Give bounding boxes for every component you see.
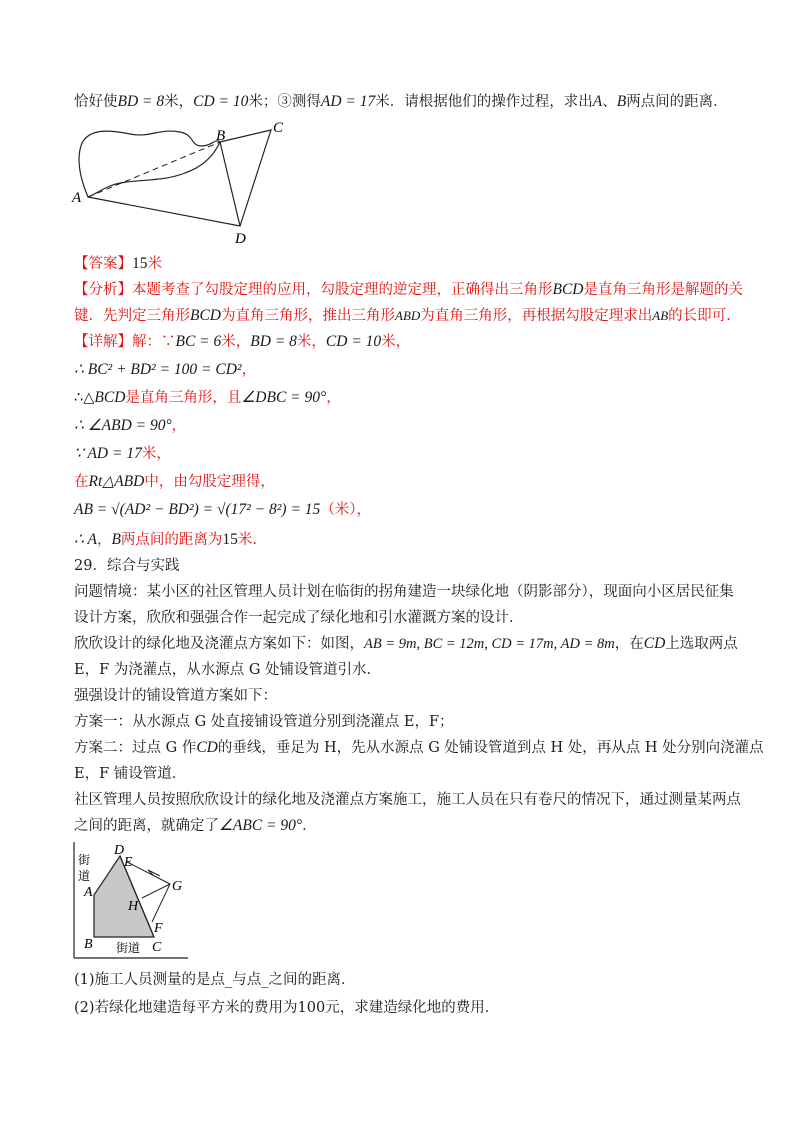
text: ∴△ (74, 390, 95, 406)
text: 米， (141, 446, 171, 462)
q29-para-9: 社区管理人员按照欣欣设计的绿化地及浇灌点方案施工，施工人员在只有卷尺的情况下，通过测量某两点 (74, 792, 741, 808)
q28-intro-line (74, 92, 728, 112)
river-outline (79, 131, 220, 197)
label-d: D (114, 843, 125, 858)
label-a: A (72, 190, 82, 206)
text: ， (96, 532, 112, 548)
math: BCD (552, 281, 584, 298)
line-ge (127, 862, 170, 884)
line-gh (142, 884, 170, 898)
detail-line-8 (74, 530, 257, 550)
q29-para-4: E，F 为浇灌点，从水源点 G 处铺设管道引水． (74, 662, 382, 678)
line-gf (152, 884, 170, 922)
text: 是直角三角形，且 (125, 390, 242, 406)
detail-line-5 (74, 444, 171, 464)
analysis-tag: 【分析】 (74, 282, 132, 298)
math-b: B (616, 93, 627, 110)
answer-line (74, 254, 162, 274)
math: Rt△ABD (88, 473, 145, 490)
math: CD (643, 635, 666, 652)
q29-figure (70, 840, 200, 960)
analysis-line-2 (74, 306, 731, 326)
text: ，在 (614, 636, 644, 652)
label-g: G (172, 879, 183, 894)
math: AB = √(AD² − BD²) = √(17² − 8²) = 15 (74, 501, 321, 518)
text: ． (302, 818, 317, 834)
math: BC = 6 (175, 333, 222, 350)
answer-unit: 米 (147, 256, 162, 272)
detail-tag: 【详解】 (74, 334, 132, 350)
text: 米；③测得 (248, 94, 321, 110)
text: 米， (221, 334, 251, 350)
math-bd: BD = 8 (117, 93, 165, 110)
text: 米， (381, 334, 411, 350)
math: BCD (190, 307, 221, 324)
q29-question-1: (1)施工人员测量的是点_与点_之间的距离． (74, 972, 356, 988)
analysis-line-1 (74, 280, 743, 300)
text: 两点间的距离为 (120, 532, 223, 548)
text: （米）， (320, 502, 372, 518)
text: 中，由勾股定理得， (144, 474, 275, 490)
text: 之间的距离，就确定了 (74, 818, 219, 834)
text: 在 (74, 474, 89, 490)
label-f: F (154, 921, 163, 936)
math: ∴ ∠ABD = 90° (74, 417, 172, 434)
street-label-h: 街道 (116, 941, 141, 955)
math: 15 (222, 531, 238, 548)
text: 本题考查了勾股定理的应用，勾股定理的逆定理，正确得出三角形 (132, 282, 553, 298)
detail-line-6 (74, 472, 275, 492)
q29-para-1: 问题情境：某小区的社区管理人员计划在临街的拐角建造一块绿化地（阴影部分），现面向小区居民征集 (74, 584, 734, 600)
text: 、 (602, 94, 617, 110)
detail-line-7 (74, 500, 371, 520)
math: AB (652, 308, 669, 323)
text: 键．先判定三角形 (74, 308, 190, 324)
q29-para-3 (74, 634, 738, 654)
text: ， (326, 390, 341, 406)
math-a: A (592, 93, 603, 110)
text: 米， (164, 94, 194, 110)
triangle-lines (88, 130, 271, 226)
math: BD = 8 (250, 333, 297, 350)
math: ∠DBC = 90° (241, 389, 327, 406)
math: ABD (395, 308, 421, 323)
text: 解：∵ (132, 334, 176, 350)
street-label-v1: 街 (78, 853, 91, 867)
math: ∠ABC = 90° (219, 817, 303, 834)
text: 方案二：过点 G 作 (74, 740, 197, 756)
label-e: E (124, 855, 133, 870)
q29-para-10 (74, 816, 317, 836)
label-h: H (128, 899, 139, 914)
text: 为直角三角形，推出三角形 (221, 308, 395, 324)
answer-value: 15 (132, 255, 148, 272)
text: 米．请根据他们的操作过程，求出 (375, 94, 593, 110)
text: 上选取两点 (665, 636, 738, 652)
text: 米， (296, 334, 326, 350)
detail-line-1 (74, 332, 410, 352)
label-d: D (235, 231, 246, 247)
q29-para-8: E，F 铺设管道． (74, 766, 187, 782)
arrows (148, 870, 160, 876)
math: B (111, 531, 121, 548)
label-b: B (84, 937, 93, 952)
text: 的长即可. (668, 308, 731, 324)
text: ， (241, 362, 257, 378)
dashed-ab (88, 142, 220, 197)
math: BCD (94, 389, 126, 406)
answer-tag: 【答案】 (74, 256, 132, 272)
q29-para-7 (74, 738, 764, 758)
detail-line-2 (74, 360, 256, 380)
label-b: B (216, 128, 226, 144)
street-label-v2: 道 (78, 869, 91, 883)
math: ∴ A (74, 531, 97, 548)
q29-para-6: 方案一：从水源点 G 处直接铺设管道分别到浇灌点 E，F； (74, 714, 454, 730)
text: 欣欣设计的绿化地及浇灌点方案如下：如图， (74, 636, 364, 652)
text: 两点间的距离． (626, 94, 728, 110)
text: 恰好使 (74, 94, 118, 110)
detail-line-3 (74, 388, 341, 408)
math: ∴ BC² + BD² = 100 = CD² (74, 361, 242, 378)
math: ∵ AD = 17 (74, 445, 142, 462)
math-ad: AD = 17 (320, 93, 376, 110)
label-a: A (84, 885, 93, 900)
q29-question-2: (2)若绿化地建造每平方米的费用为100元，求建造绿化地的费用． (74, 1000, 500, 1016)
math: AB = 9m, BC = 12m, CD = 17m, AD = 8m (364, 636, 615, 652)
detail-line-4 (74, 416, 186, 436)
math: CD (196, 739, 218, 756)
q29-title: 29．综合与实践 (74, 558, 180, 574)
text: 为直角三角形，再根据勾股定理求出 (420, 308, 653, 324)
math: CD = 10 (325, 333, 382, 350)
label-c: C (152, 940, 162, 955)
text: 米. (237, 532, 258, 548)
text: 的垂线，垂足为 H，先从水源点 G 处铺设管道到点 H 处，再从点 H 处分别向浇灌点 (217, 740, 764, 756)
q29-para-2: 设计方案，欣欣和强强合作一起完成了绿化地和引水灌溉方案的设计． (74, 610, 524, 626)
label-c: C (273, 120, 284, 136)
math-cd: CD = 10 (193, 93, 249, 110)
text: ， (171, 418, 187, 434)
q28-figure (70, 118, 300, 248)
text: 是直角三角形是解题的关 (583, 282, 743, 298)
q29-para-5: 强强设计的铺设管道方案如下： (74, 688, 277, 704)
